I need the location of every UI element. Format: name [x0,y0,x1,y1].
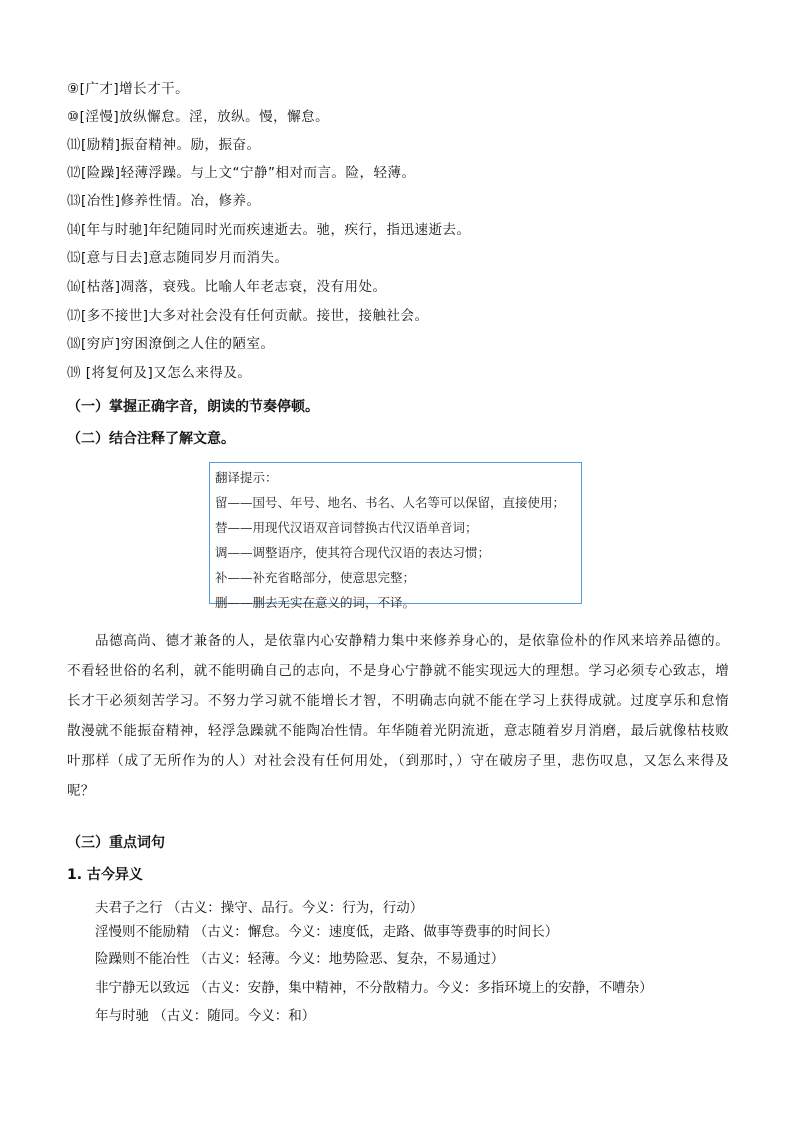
gujin-item [95,947,504,967]
translation-hint-box [209,462,582,610]
hint-line: 替——用现代汉语双音词替换古代汉语单音词； [215,520,478,535]
gujin-item [95,1004,315,1024]
gujin-item [95,920,558,940]
gujin-item [95,896,423,916]
hint-line: 调——调整语序，使其符合现代汉语的表达习惯； [215,545,491,560]
section-heading-meaning: （二）结合注释了解文意。 [67,431,235,447]
gujin-explain: （古义：懈怠。今义：速度低，走路、做事等费事的时间长） [193,924,559,939]
section-heading-pronunciation: （一）掌握正确字音，朗读的节奏停顿。 [67,399,319,415]
section-heading-key-words: （三）重点词句 [67,835,165,851]
hint-line: 删——删去无实在意义的词，不译。 [215,595,416,610]
hint-title: 翻译提示： [215,470,278,485]
note-item: ⒄[多不接世]大多对社会没有任何贡献。接世，接触社会。 [67,308,429,324]
note-item: ⑨[广才]增长才干。 [67,81,190,97]
gujin-item [95,976,653,996]
note-item: ⒅[穷庐]穷困潦倒之人住的陋室。 [67,336,275,352]
hint-line: 补——补充省略部分，使意思完整； [215,570,416,585]
gujin-phrase: 险躁则不能冶性 [95,951,190,967]
note-item: ⒃[枯落]凋落，衰残。比喻人年老志衰，没有用处。 [67,279,387,295]
note-item: ⒆ [将复何及]又怎么来得及。 [67,365,252,381]
gujin-explain: （古义：操守、品行。今义：行为，行动） [166,900,424,915]
subheading-ancient-modern: 1. 古今异义 [67,867,143,883]
gujin-phrase: 非宁静无以致远 [95,980,190,996]
gujin-explain: （古义：轻薄。今义：地势险恶、复杂，不易通过） [193,951,505,966]
note-item: ⑾[励精]振奋精神。励，振奋。 [67,137,261,153]
hint-line: 留——国号、年号、地名、书名、人名等可以保留，直接使用； [215,495,566,510]
gujin-explain: （古义：安静，集中精神，不分散精力。今义：多指环境上的安静，不嘈杂） [193,980,653,995]
gujin-phrase: 淫慢则不能励精 [95,924,190,940]
note-item: ⑿[险躁]轻薄浮躁。与上文“宁静”相对而言。险，轻薄。 [67,165,416,181]
gujin-phrase: 夫君子之行 [95,900,163,916]
translation-paragraph: 品德高尚、德才兼备的人，是依靠内心安静精力集中来修养身心的，是依靠俭朴的作风来培养品德的。不看轻世俗的名利，就不能明确自己的志向，不是身心宁静就不能实现远大的理想。学习必须专心致志，增长才干必须刻苦学习。不努力学习就不能增长才智，不明确志向就不能在学习上获得成就。过度享乐和怠惰散漫就不能振奋精神，轻浮急躁就不能陶冶性情。年华随着光阴流逝，意志随着岁月消磨，最后就像枯枝败叶那样（成了无所作为的人）对社会没有任何用处，（到那时，）守在破房子里，悲伤叹息，又怎么来得及呢？ [67,633,729,799]
gujin-phrase: 年与时驰 [95,1008,149,1024]
note-item: ⒁[年与时驰]年纪随同时光而疾速逝去。驰，疾行，指迅速逝去。 [67,222,471,238]
note-item: ⑩[淫慢]放纵懈怠。淫，放纵。慢，懈怠。 [67,109,330,125]
note-item: ⒂[意与日去]意志随同岁月而消失。 [67,250,289,266]
gujin-explain: （古义：随同。今义：和） [153,1008,316,1023]
note-item: ⒀[冶性]修养性情。冶，修养。 [67,193,261,209]
